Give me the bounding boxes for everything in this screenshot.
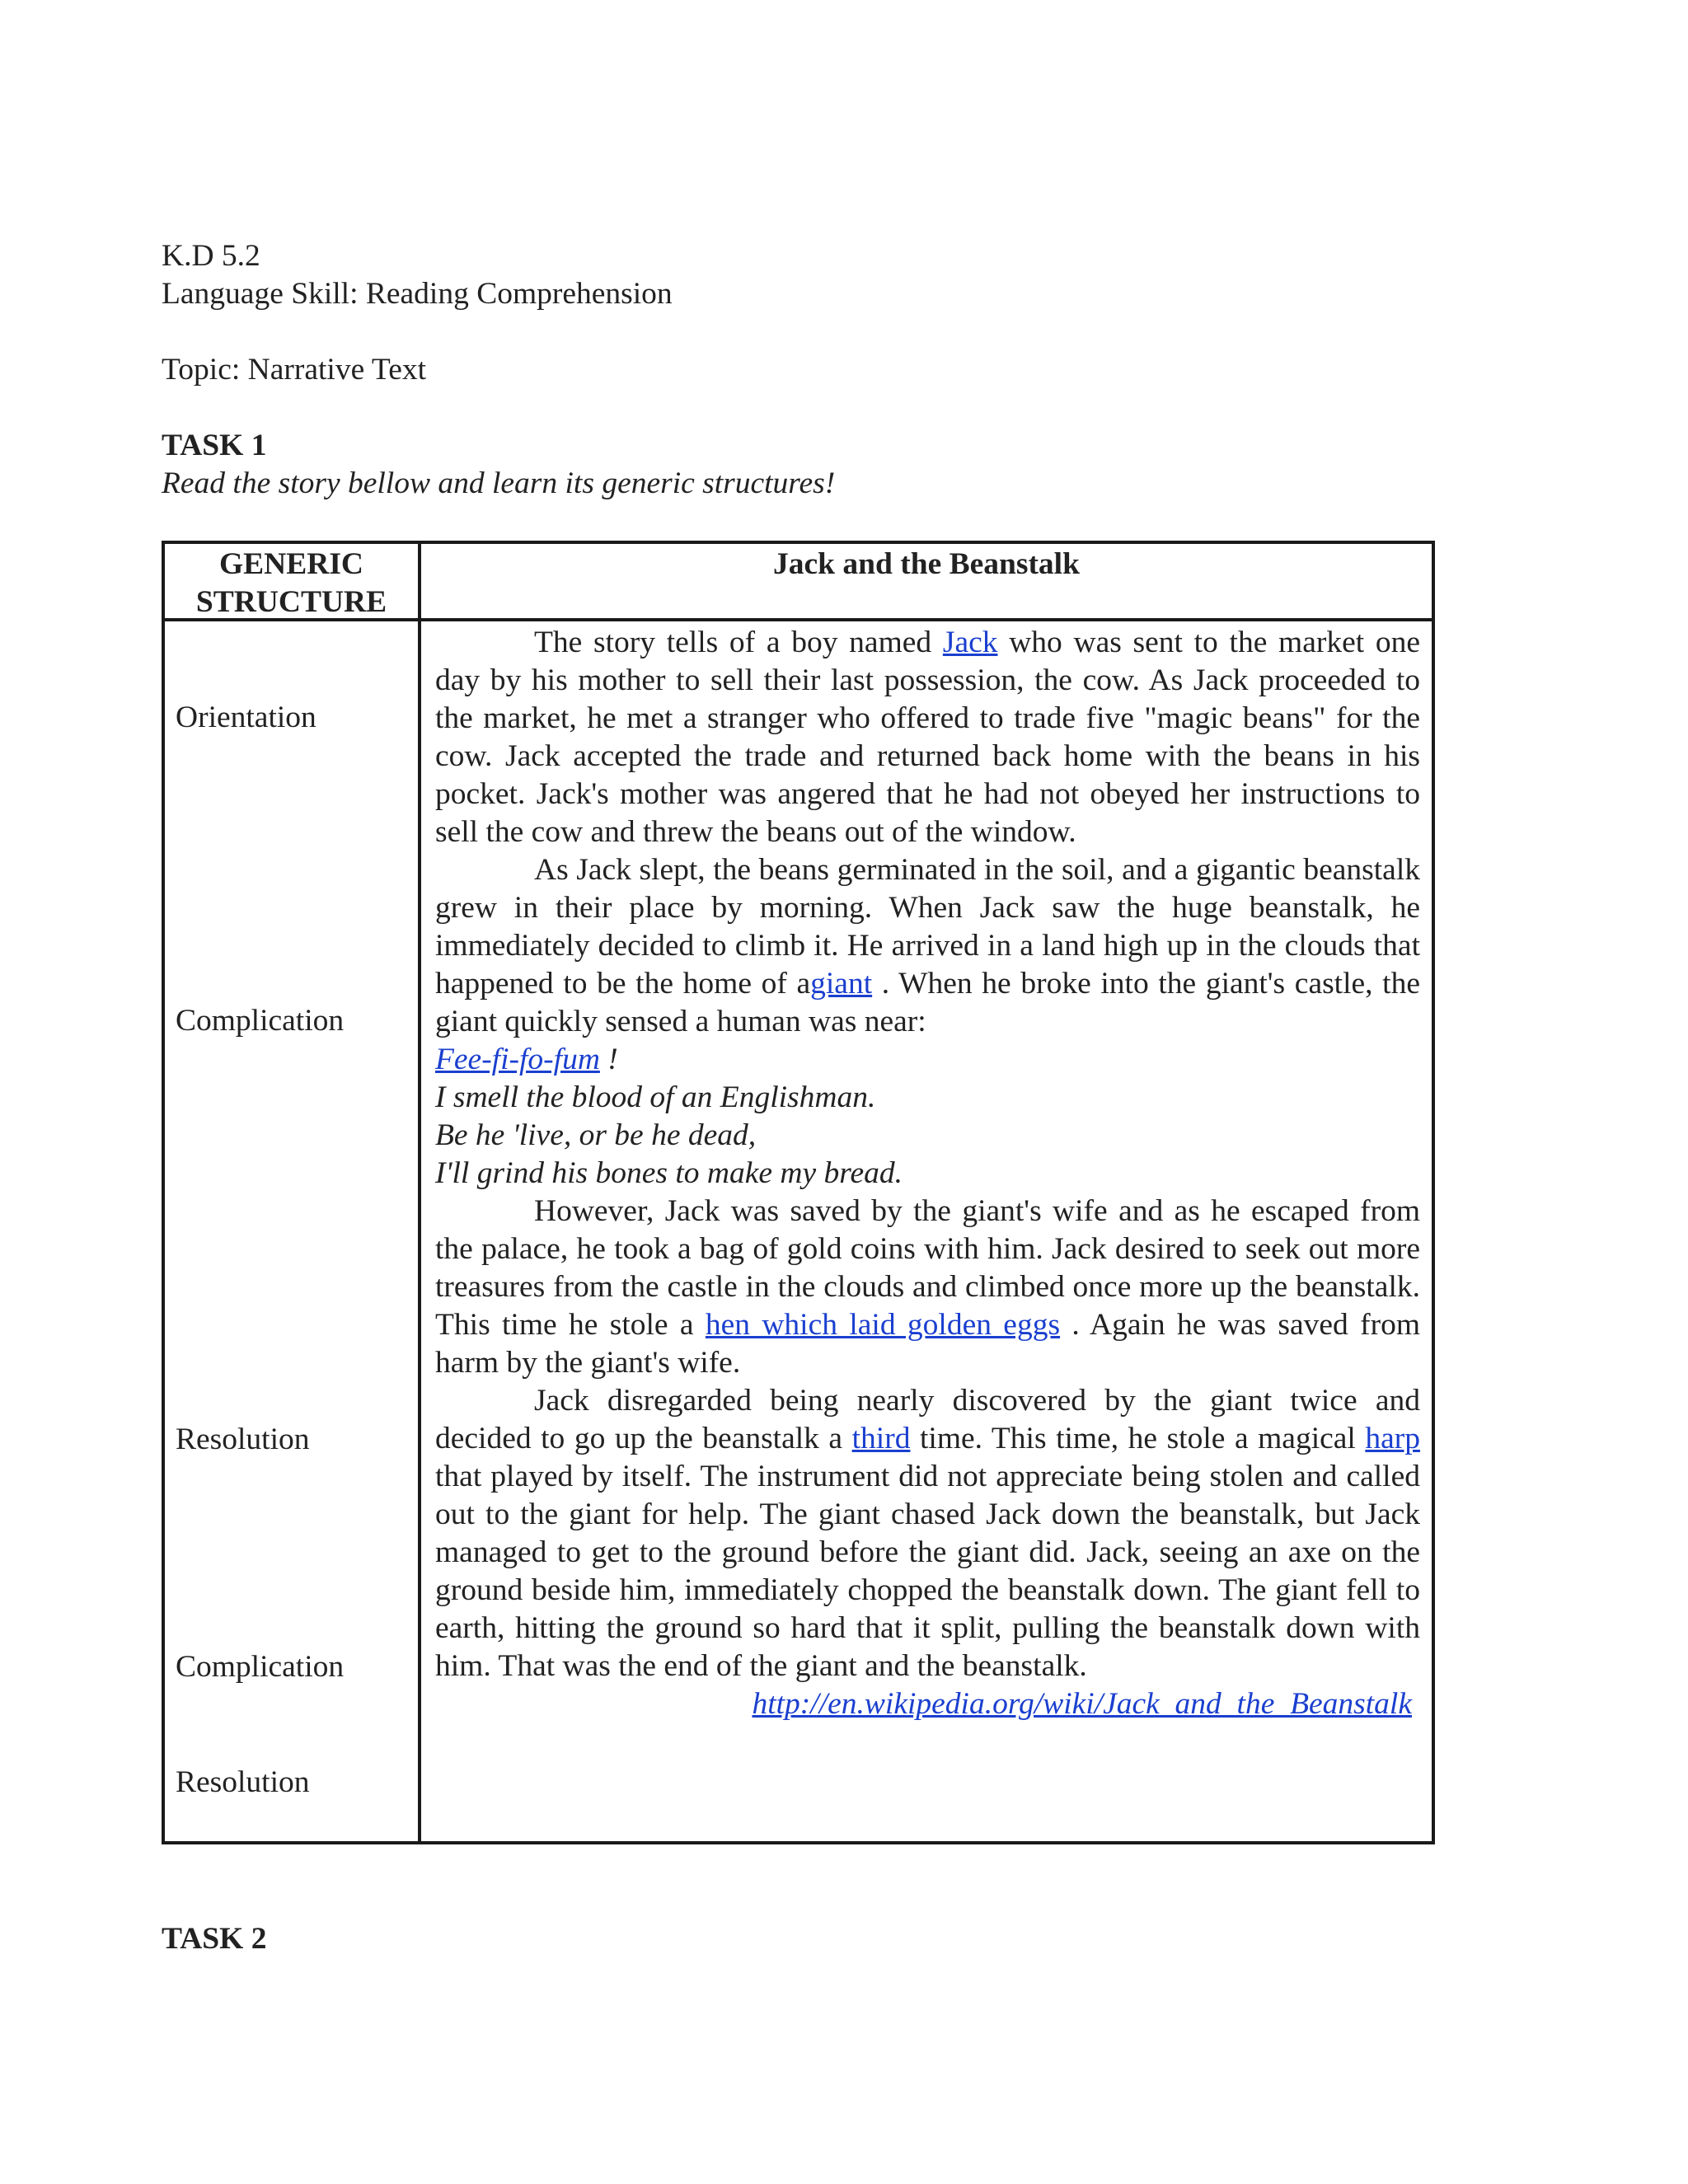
table-right-border (1432, 541, 1435, 1844)
verse-line-3: Be he 'live, or be he dead, (435, 1118, 757, 1152)
label-complication-2: Complication (176, 1650, 345, 1684)
verse-line-1 (435, 1041, 1420, 1079)
link-third[interactable]: third (851, 1422, 911, 1455)
task1-instruction: Read the story bellow and learn its generic structures! (162, 466, 836, 500)
verse-line-4: I'll grind his bones to make my bread. (435, 1156, 903, 1190)
kd-code: K.D 5.2 (162, 239, 260, 273)
text: Jack disregarded being nearly discovered by the giant twice and decided to go up the beanstalk a (435, 1384, 1420, 1455)
task2-title: TASK 2 (162, 1922, 267, 1956)
link-hen-golden-eggs[interactable]: hen which laid golden eggs (705, 1308, 1061, 1342)
column-header-generic-structure (165, 546, 418, 621)
source-link[interactable]: http://en.wikipedia.org/wiki/Jack_and_the_Beanstalk (752, 1687, 1412, 1721)
text: As Jack slept, the beans germinated in the soil, and a gigantic beanstalk grew in their place by morning. When Jack saw the huge beanstalk, he immediately decided to climb it. He arrived in a land high up in the clouds that happened to be the home of a (435, 853, 1420, 1001)
verse-line-2: I smell the blood of an Englishman. (435, 1080, 876, 1114)
story-title: Jack and the Beanstalk (773, 547, 1080, 581)
header-line-1: GENERIC (218, 547, 364, 581)
source-line (435, 1685, 1420, 1723)
story-paragraph-complication (435, 851, 1420, 1041)
story-text (435, 624, 1420, 1723)
text: The story tells of a boy named (534, 626, 943, 659)
link-jack[interactable]: Jack (942, 626, 998, 659)
link-fee-fi-fo-fum[interactable]: Fee-fi-fo-fum (435, 1043, 600, 1076)
header-line-2: STRUCTURE (195, 585, 387, 619)
text: . When he broke into the giant's castle, the giant quickly sensed a human was near: (435, 967, 1420, 1038)
table-left-border (162, 541, 165, 1844)
text: that played by itself. The instrument did not appreciate being stolen and called out to the giant for help. The giant chased Jack down the beanstalk, but Jack managed to get to the ground before the giant did. Jack, seeing an axe on the ground beside him, immediately chopped the beanstalk down. The giant fell to earth, hitting the ground so hard that it split, pulling the beanstalk down with him. That was the end of the giant and the beanstalk. (435, 1460, 1420, 1683)
label-resolution-2: Resolution (176, 1765, 310, 1799)
story-paragraph-resolution (435, 1193, 1420, 1382)
story-paragraph-orientation (435, 624, 1420, 851)
label-orientation: Orientation (176, 701, 316, 734)
label-resolution: Resolution (176, 1422, 310, 1456)
text: . Again he was saved from harm by the giant's wife. (435, 1308, 1420, 1380)
topic: Topic: Narrative Text (162, 353, 427, 387)
text: However, Jack was saved by the giant's wife and as he escaped from the palace, he took a bag of gold coins with him. Jack desired to seek out more treasures from the castle in the clouds and climbed once more up the beanstalk. This time he stole a (435, 1194, 1420, 1342)
language-skill: Language Skill: Reading Comprehension (162, 277, 673, 311)
table-column-divider (418, 541, 421, 1844)
text: ! (599, 1043, 618, 1076)
story-paragraph-ending (435, 1382, 1420, 1685)
text: who was sent to the market one day by his mother to sell their last possession, the cow. As Jack proceeded to the market, he met a stranger who offered to trade five "magic beans" for the cow. Jack accepted the trade and returned back home with the beans in his pocket. Jack's mother was angered that he had not obeyed her instructions to sell the cow and threw the beans out of the window. (435, 626, 1421, 849)
link-harp[interactable]: harp (1365, 1422, 1420, 1455)
link-giant[interactable]: giant (810, 967, 873, 1001)
task1-title: TASK 1 (162, 429, 267, 462)
text: time. This time, he stole a magical (910, 1422, 1366, 1455)
table-top-border (162, 541, 1435, 544)
table-bottom-border (162, 1841, 1435, 1844)
label-complication: Complication (176, 1004, 345, 1038)
